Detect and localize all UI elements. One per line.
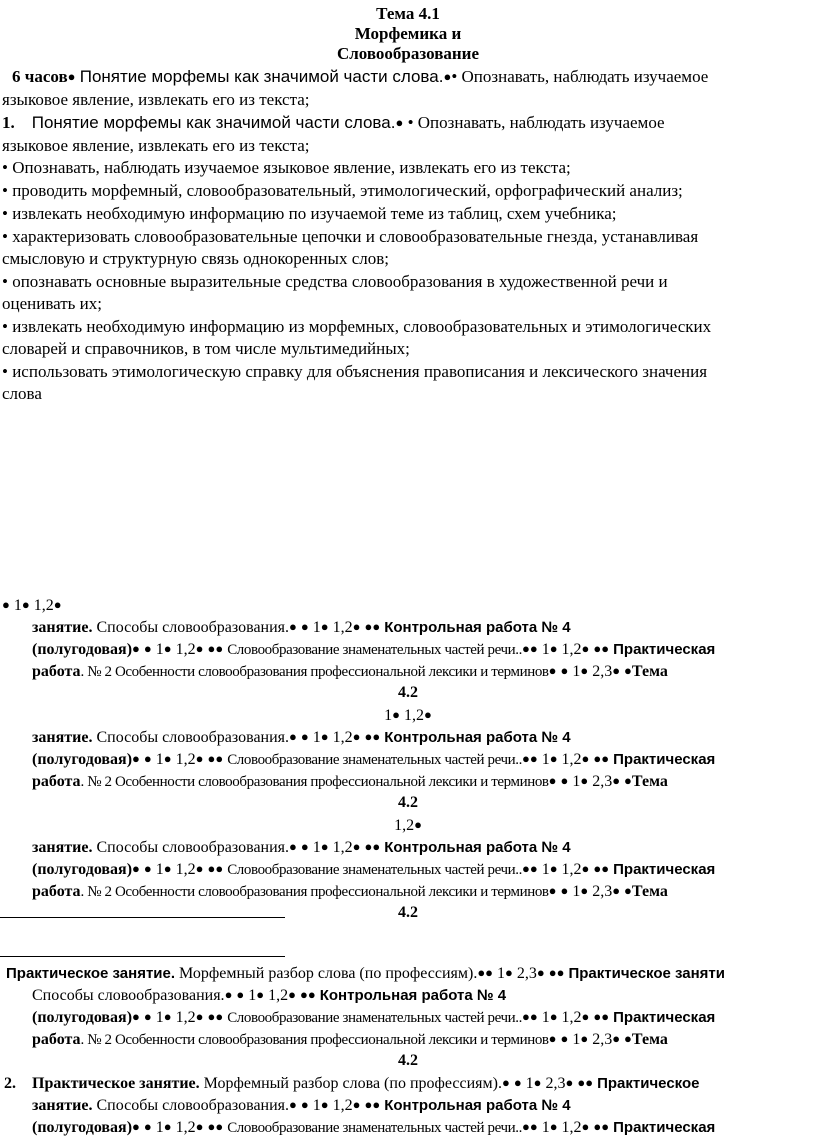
bullet-line: смысловую и структурную связь однокоренных слов;: [2, 249, 389, 268]
block-c-line-2: (полугодовая)● ● 1● 1,2● ●● Словообразование знаменательных частей речи..●● 1● 1,2● ●● Практическая: [32, 861, 716, 878]
bullet-line: • характеризовать словообразовательные цепочки и словообразовательные гнезда, устанавливая: [2, 227, 699, 246]
block-d-line-2: Способы словообразования.● ● 1● 1,2● ●● Контрольная работа № 4: [32, 987, 507, 1004]
recognize-text: Опознавать, наблюдать изучаемое: [461, 67, 709, 86]
hours-label: 6 часов: [12, 67, 68, 86]
concept-text: Понятие морфемы как значимой части слова.: [79, 67, 444, 86]
block-b-marker: 1,2●: [394, 817, 422, 834]
bullet-line: • извлекать необходимую информацию из морфемных, словообразовательных и этимологических: [2, 317, 712, 336]
block-a-marker: 1● 1,2●: [384, 707, 432, 724]
block-c-line-3: работа. № 2 Особенности словообразования профессиональной лексики и терминов● ● 1● 2,3● ●Тема: [32, 883, 668, 900]
block-d-line-4: работа. № 2 Особенности словообразования профессиональной лексики и терминов● ● 1● 2,3● ●Тема: [32, 1031, 668, 1048]
block-a-tema-num: 4.2: [398, 684, 418, 701]
block-d-line-1: Практическое занятие. Морфемный разбор слова (по профессиям).●● 1● 2,3● ●● Практическое заняти: [6, 965, 726, 982]
bullet-line: • Опознавать, наблюдать изучаемое языковое явление, извлекать его из текста;: [2, 158, 571, 177]
block-b-line-3: работа. № 2 Особенности словообразования профессиональной лексики и терминов● ● 1● 2,3● ●Тема: [32, 773, 668, 790]
block-e-line-1: 2. Практическое занятие. Морфемный разбор слова (по профессиям).● ● 1● 2,3● ●● Практическое: [4, 1075, 700, 1092]
bullet-line: слова: [2, 384, 42, 403]
block-b-line-1: занятие. Способы словообразования.● ● 1● 1,2● ●● Контрольная работа № 4: [32, 729, 571, 746]
block-b-line-2: (полугодовая)● ● 1● 1,2● ●● Словообразование знаменательных частей речи..●● 1● 1,2● ●● Практическая: [32, 751, 716, 768]
title-line-3: Словообразование: [336, 44, 480, 63]
title-line-1: Тема 4.1: [376, 4, 440, 23]
bullet-line: • опознавать основные выразительные средства словообразования в художественной речи и: [2, 272, 668, 291]
bullet-line: • проводить морфемный, словообразовательный, этимологический, орфографический анализ;: [2, 181, 683, 200]
block-d-line-3: (полугодовая)● ● 1● 1,2● ●● Словообразование знаменательных частей речи..●● 1● 1,2● ●● Практическая: [32, 1009, 716, 1026]
recognize-text-2: • Опознавать, наблюдать изучаемое: [407, 113, 665, 132]
bullet-line: • извлекать необходимую информацию по изучаемой теме из таблиц, схем учебника;: [2, 204, 617, 223]
intro-line-2: языковое явление, извлекать его из текста;: [2, 90, 310, 109]
block-c-tema-num: 4.2: [398, 904, 418, 921]
block-b-tema-num: 4.2: [398, 794, 418, 811]
number-1: 1.: [2, 113, 15, 132]
block-a-line-2: (полугодовая)● ● 1● 1,2● ●● Словообразование знаменательных частей речи..●● 1● 1,2● ●● Практическая: [32, 641, 716, 658]
divider-2: [0, 956, 285, 957]
row-marker-1: ● 1● 1,2●: [2, 597, 62, 614]
concept-text-2: Понятие морфемы как значимой части слова.: [31, 113, 396, 132]
intro-line-3: 1. Понятие морфемы как значимой части слова.● • Опознавать, наблюдать изучаемое: [2, 113, 665, 132]
block-e-line-2: занятие. Способы словообразования.● ● 1● 1,2● ●● Контрольная работа № 4: [32, 1097, 571, 1114]
block-c-line-1: занятие. Способы словообразования.● ● 1● 1,2● ●● Контрольная работа № 4: [32, 839, 571, 856]
block-a-line-3: работа. № 2 Особенности словообразования профессиональной лексики и терминов● ● 1● 2,3● ●Тема: [32, 663, 668, 680]
title-line-2: Морфемика и: [354, 24, 462, 43]
intro-line-1: 6 часов● Понятие морфемы как значимой части слова.●• Опознавать, наблюдать изучаемое: [12, 67, 709, 86]
block-d-tema-num: 4.2: [398, 1052, 418, 1069]
bullet-line: словарей и справочников, в том числе мультимедийных;: [2, 339, 410, 358]
bullet-line: оценивать их;: [2, 294, 102, 313]
block-a-line-1: занятие. Способы словообразования.● ● 1● 1,2● ●● Контрольная работа № 4: [32, 619, 571, 636]
block-e-line-3: (полугодовая)● ● 1● 1,2● ●● Словообразование знаменательных частей речи..●● 1● 1,2● ●● Практическая: [32, 1119, 716, 1136]
bullet-line: • использовать этимологическую справку для объяснения правописания и лексического значения: [2, 362, 708, 381]
intro-line-4: языковое явление, извлекать его из текста;: [2, 136, 310, 155]
